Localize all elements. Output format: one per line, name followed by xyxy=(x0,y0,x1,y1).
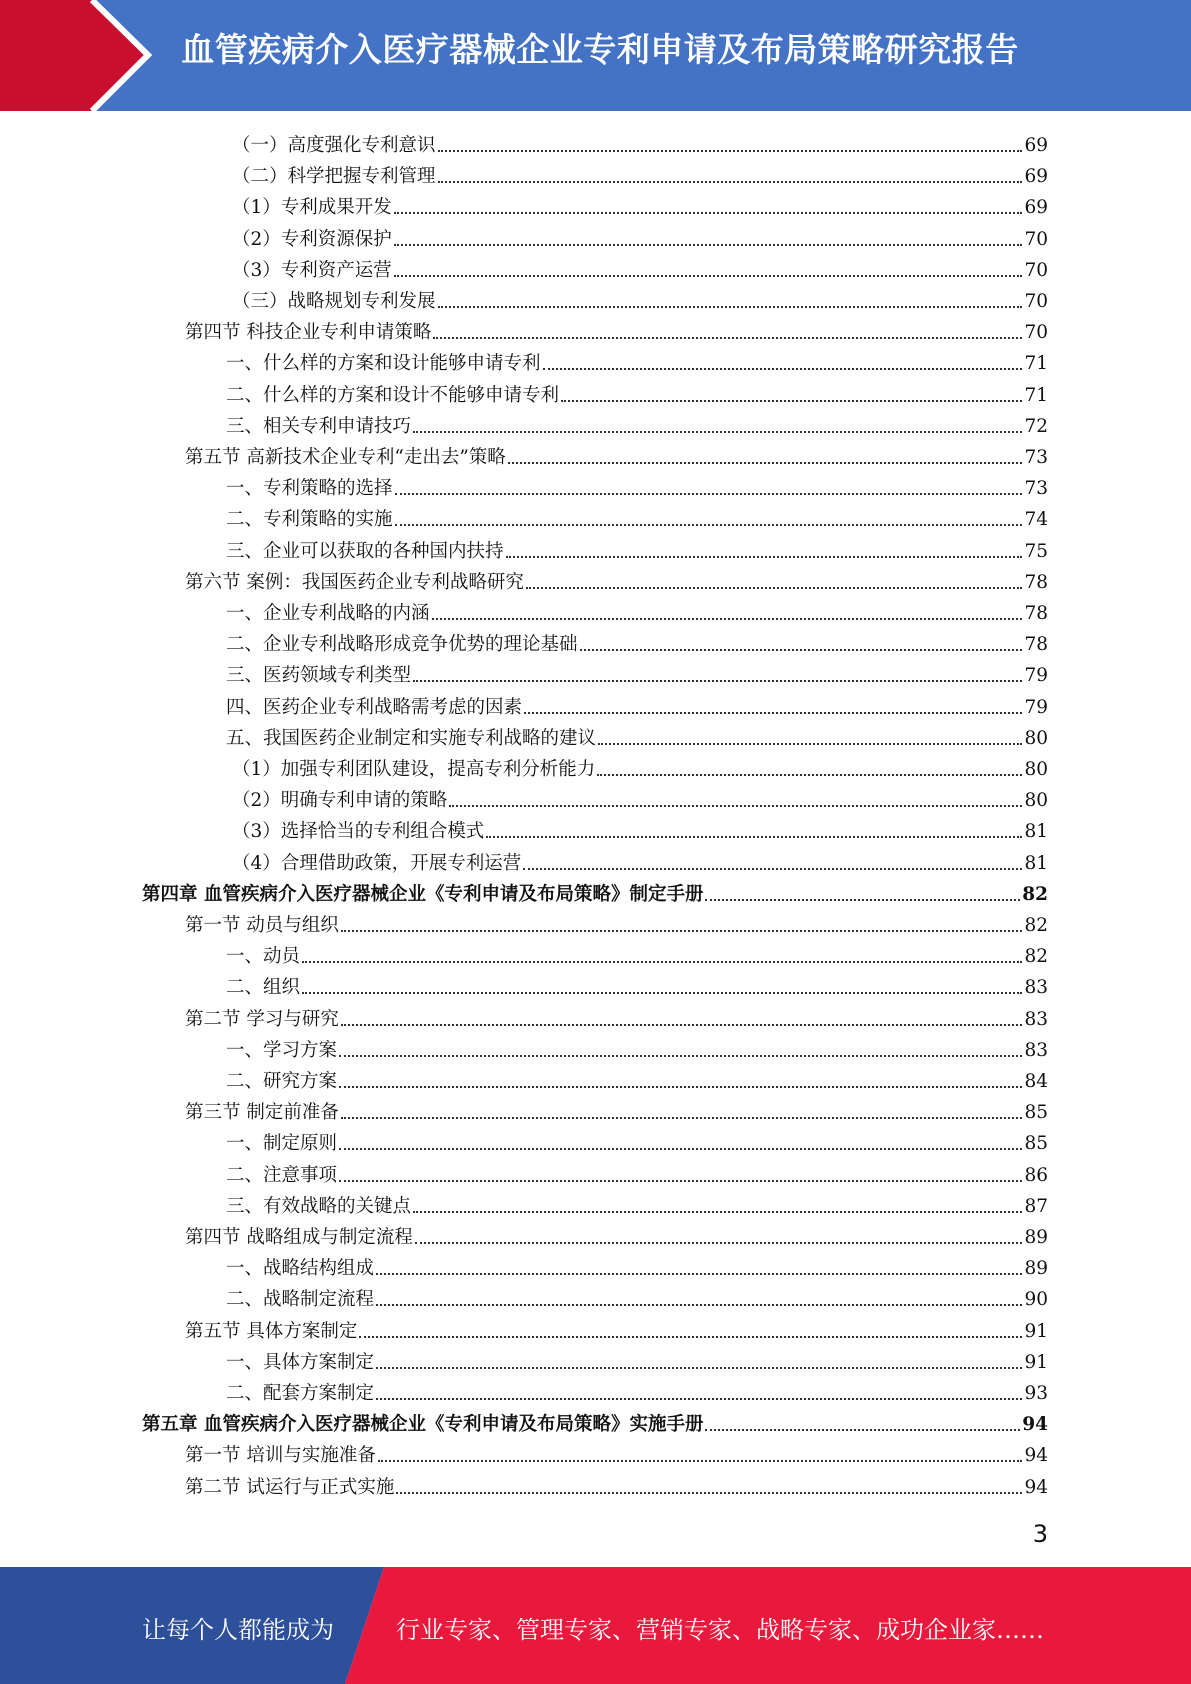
toc-dot-leader xyxy=(376,1367,1022,1369)
toc-dot-leader xyxy=(598,743,1022,745)
toc-dot-leader xyxy=(580,649,1023,651)
toc-entry-title: 二、组织 xyxy=(226,977,301,999)
toc-dot-leader xyxy=(302,961,1022,963)
toc-entry-page: 94 xyxy=(1024,1476,1048,1498)
toc-entry-title: （二）科学把握专利管理 xyxy=(232,166,436,188)
toc-section-entry[interactable] xyxy=(185,439,1048,470)
toc-dot-leader xyxy=(378,1460,1023,1462)
toc-dot-leader xyxy=(433,337,1022,339)
toc-entry-page: 89 xyxy=(1024,1227,1048,1248)
toc-entry-page: 69 xyxy=(1024,135,1048,156)
toc-entry-title: 二、什么样的方案和设计不能够申请专利 xyxy=(226,384,560,406)
toc-dot-leader xyxy=(339,1148,1022,1150)
toc-entry-title: 第一节 培训与实施准备 xyxy=(185,1445,376,1467)
toc-entry-page: 69 xyxy=(1024,197,1048,219)
toc-dot-leader xyxy=(523,868,1022,870)
toc-subsection-entry[interactable] xyxy=(232,782,1048,813)
toc-subsection-entry[interactable] xyxy=(226,1063,1048,1094)
toc-entry-page: 79 xyxy=(1024,665,1048,687)
toc-entry-title: 三、相关专利申请技巧 xyxy=(226,415,412,437)
toc-dot-leader xyxy=(341,930,1023,932)
toc-subsection-entry[interactable] xyxy=(232,127,1048,158)
toc-entry-title: 第一节 动员与组织 xyxy=(185,915,339,936)
toc-entry-page: 82 xyxy=(1024,946,1048,968)
toc-entry-page: 87 xyxy=(1024,1195,1048,1217)
toc-entry-title: （4）合理借助政策，开展专利运营 xyxy=(232,852,522,874)
toc-dot-leader xyxy=(339,1180,1022,1182)
toc-entry-title: 二、专利策略的实施 xyxy=(226,509,393,531)
toc-dot-leader xyxy=(438,150,1023,152)
toc-dot-leader xyxy=(413,431,1022,433)
toc-subsection-entry[interactable] xyxy=(232,751,1048,782)
toc-entry-page: 89 xyxy=(1024,1258,1048,1280)
toc-dot-leader xyxy=(341,1024,1023,1026)
toc-subsection-entry[interactable] xyxy=(232,158,1048,189)
toc-entry-page: 71 xyxy=(1024,384,1048,406)
toc-entry-page: 82 xyxy=(1024,915,1048,936)
document-title: 血管疾病介入医疗器械企业专利申请及布局策略研究报告 xyxy=(181,30,1019,69)
toc-dot-leader xyxy=(302,992,1022,994)
toc-subsection-entry[interactable] xyxy=(226,470,1048,501)
toc-subsection-entry[interactable] xyxy=(226,689,1048,720)
toc-section-entry[interactable] xyxy=(185,564,1048,595)
toc-entry-page: 78 xyxy=(1024,571,1048,593)
toc-dot-leader xyxy=(705,1429,1020,1431)
toc-entry-title: 三、企业可以获取的各种国内扶持 xyxy=(226,540,504,562)
toc-subsection-entry[interactable] xyxy=(232,252,1048,283)
toc-dot-leader xyxy=(394,244,1023,246)
toc-entry-title: 第五节 具体方案制定 xyxy=(185,1320,358,1342)
toc-subsection-entry[interactable] xyxy=(226,969,1048,1000)
toc-entry-page: 85 xyxy=(1024,1102,1048,1124)
toc-subsection-entry[interactable] xyxy=(226,377,1048,408)
toc-entry-title: （3）专利资产运营 xyxy=(232,259,392,281)
toc-entry-title: 第五章 血管疾病介入医疗器械企业《专利申请及布局策略》实施手册 xyxy=(142,1414,704,1436)
toc-entry-title: 第六节 案例：我国医药企业专利战略研究 xyxy=(185,571,524,593)
toc-dot-leader xyxy=(339,1055,1022,1057)
toc-entry-page: 73 xyxy=(1024,447,1048,468)
toc-entry-page: 70 xyxy=(1024,322,1048,344)
toc-entry-title: 四、医药企业专利战略需考虑的因素 xyxy=(226,696,523,718)
toc-entry-title: （1）专利成果开发 xyxy=(232,197,392,219)
toc-entry-title: （2）明确专利申请的策略 xyxy=(232,790,448,812)
toc-dot-leader xyxy=(526,587,1023,589)
toc-entry-title: 一、学习方案 xyxy=(226,1039,338,1061)
toc-subsection-entry[interactable] xyxy=(226,1344,1048,1375)
toc-section-entry[interactable] xyxy=(185,1469,1048,1500)
toc-dot-leader xyxy=(413,1211,1022,1213)
toc-entry-page: 85 xyxy=(1024,1133,1048,1155)
toc-entry-title: 二、注意事项 xyxy=(226,1164,338,1186)
toc-entry-page: 82 xyxy=(1022,883,1048,905)
toc-dot-leader xyxy=(376,1273,1022,1275)
toc-entry-title: 第四节 战略组成与制定流程 xyxy=(185,1227,413,1248)
toc-dot-leader xyxy=(543,368,1023,370)
toc-entry-title: 一、制定原则 xyxy=(226,1133,338,1155)
toc-section-entry[interactable] xyxy=(185,1001,1048,1032)
toc-section-entry[interactable] xyxy=(185,314,1048,345)
toc-entry-title: （三）战略规划专利发展 xyxy=(232,291,436,312)
toc-entry-page: 90 xyxy=(1024,1289,1048,1311)
toc-dot-leader xyxy=(449,805,1022,807)
toc-dot-leader xyxy=(506,556,1023,558)
toc-entry-page: 83 xyxy=(1024,1039,1048,1061)
toc-entry-page: 83 xyxy=(1024,1008,1048,1030)
toc-subsection-entry[interactable] xyxy=(226,1375,1048,1406)
toc-entry-title: （一）高度强化专利意识 xyxy=(232,135,436,156)
toc-entry-page: 80 xyxy=(1024,759,1048,780)
toc-entry-title: 一、具体方案制定 xyxy=(226,1351,375,1373)
toc-entry-title: 二、研究方案 xyxy=(226,1071,338,1092)
toc-dot-leader xyxy=(486,836,1022,838)
toc-chapter-entry[interactable] xyxy=(142,876,1048,907)
toc-entry-page: 72 xyxy=(1024,415,1048,437)
toc-entry-page: 94 xyxy=(1024,1445,1048,1467)
toc-entry-page: 83 xyxy=(1024,977,1048,999)
toc-entry-title: 一、战略结构组成 xyxy=(226,1258,375,1280)
toc-entry-title: 三、有效战略的关键点 xyxy=(226,1195,412,1217)
toc-entry-page: 70 xyxy=(1024,259,1048,281)
toc-entry-title: 第四章 血管疾病介入医疗器械企业《专利申请及布局策略》制定手册 xyxy=(142,883,704,905)
toc-subsection-entry[interactable] xyxy=(226,1032,1048,1063)
toc-section-entry[interactable] xyxy=(185,1437,1048,1468)
toc-entry-page: 69 xyxy=(1024,166,1048,188)
toc-dot-leader xyxy=(438,181,1023,183)
toc-dot-leader xyxy=(413,680,1022,682)
toc-entry-page: 91 xyxy=(1024,1320,1048,1342)
toc-dot-leader xyxy=(396,1492,1022,1494)
toc-dot-leader xyxy=(561,400,1022,402)
toc-dot-leader xyxy=(597,774,1022,776)
toc-entry-page: 74 xyxy=(1024,509,1048,531)
toc-entry-page: 80 xyxy=(1024,790,1048,812)
toc-dot-leader xyxy=(394,275,1023,277)
toc-entry-page: 71 xyxy=(1024,353,1048,375)
toc-entry-title: 一、什么样的方案和设计能够申请专利 xyxy=(226,353,541,375)
toc-entry-title: 一、企业专利战略的内涵 xyxy=(226,603,430,624)
toc-subsection-entry[interactable] xyxy=(232,283,1048,314)
toc-section-entry[interactable] xyxy=(185,1219,1048,1250)
toc-dot-leader xyxy=(432,618,1023,620)
toc-entry-title: 二、配套方案制定 xyxy=(226,1383,375,1404)
toc-dot-leader xyxy=(415,1242,1023,1244)
toc-subsection-entry[interactable] xyxy=(226,657,1048,688)
toc-subsection-entry[interactable] xyxy=(226,1281,1048,1312)
toc-entry-title: （2）专利资源保护 xyxy=(232,228,392,250)
toc-section-entry[interactable] xyxy=(185,1313,1048,1344)
toc-dot-leader xyxy=(395,524,1023,526)
toc-subsection-entry[interactable] xyxy=(226,1125,1048,1156)
toc-entry-page: 94 xyxy=(1022,1414,1048,1436)
toc-entry-page: 75 xyxy=(1024,540,1048,562)
toc-dot-leader xyxy=(395,493,1023,495)
toc-entry-page: 78 xyxy=(1024,634,1048,656)
toc-entry-page: 81 xyxy=(1024,852,1048,874)
toc-subsection-entry[interactable] xyxy=(226,1157,1048,1188)
toc-section-entry[interactable] xyxy=(185,1094,1048,1125)
toc-subsection-entry[interactable] xyxy=(226,533,1048,564)
toc-subsection-entry[interactable] xyxy=(226,345,1048,376)
toc-dot-leader xyxy=(524,712,1022,714)
toc-subsection-entry[interactable] xyxy=(226,720,1048,751)
toc-entry-page: 80 xyxy=(1024,727,1048,749)
toc-entry-title: 第二节 试运行与正式实施 xyxy=(185,1476,395,1498)
toc-entry-page: 91 xyxy=(1024,1351,1048,1373)
toc-entry-title: 三、医药领域专利类型 xyxy=(226,665,412,687)
toc-dot-leader xyxy=(359,1336,1022,1338)
toc-entry-page: 86 xyxy=(1024,1164,1048,1186)
toc-entry-title: 一、动员 xyxy=(226,946,301,968)
footer-slogan-left: 让每个人都能成为 xyxy=(142,1616,334,1644)
toc-subsection-entry[interactable] xyxy=(226,626,1048,657)
toc-dot-leader xyxy=(339,1086,1022,1088)
toc-dot-leader xyxy=(376,1398,1022,1400)
toc-dot-leader xyxy=(341,1117,1023,1119)
page-number: 3 xyxy=(1032,1520,1048,1548)
toc-entry-title: （1）加强专利团队建设，提高专利分析能力 xyxy=(232,759,596,780)
toc-subsection-entry[interactable] xyxy=(232,221,1048,252)
toc-entry-title: 五、我国医药企业制定和实施专利战略的建议 xyxy=(226,727,597,749)
toc-chapter-entry[interactable] xyxy=(142,1406,1048,1437)
footer-slogan-right: 行业专家、管理专家、营销专家、战略专家、成功企业家…… xyxy=(396,1616,1044,1644)
toc-entry-title: （3）选择恰当的专利组合模式 xyxy=(232,821,485,843)
toc-entry-page: 70 xyxy=(1024,291,1048,312)
toc-subsection-entry[interactable] xyxy=(226,1188,1048,1219)
toc-entry-page: 73 xyxy=(1024,478,1048,500)
toc-entry-page: 70 xyxy=(1024,228,1048,250)
toc-section-entry[interactable] xyxy=(185,907,1048,938)
toc-dot-leader xyxy=(508,462,1023,464)
toc-entry-page: 79 xyxy=(1024,696,1048,718)
toc-entry-title: 二、战略制定流程 xyxy=(226,1289,375,1311)
toc-subsection-entry[interactable] xyxy=(232,189,1048,220)
toc-dot-leader xyxy=(394,212,1023,214)
toc-entry-title: 第三节 制定前准备 xyxy=(185,1102,339,1124)
toc-subsection-entry[interactable] xyxy=(226,501,1048,532)
toc-entry-title: 第四节 科技企业专利申请策略 xyxy=(185,322,432,344)
toc-dot-leader xyxy=(705,899,1020,901)
toc-entry-title: 第五节 高新技术企业专利“走出去”策略 xyxy=(185,447,506,468)
toc-subsection-entry[interactable] xyxy=(226,1250,1048,1281)
toc-dot-leader xyxy=(438,306,1023,308)
toc-entry-title: 第二节 学习与研究 xyxy=(185,1008,339,1030)
toc-subsection-entry[interactable] xyxy=(226,938,1048,969)
page-footer xyxy=(0,1567,1191,1684)
toc-subsection-entry[interactable] xyxy=(226,408,1048,439)
toc-entry-page: 78 xyxy=(1024,603,1048,624)
toc-entry-page: 81 xyxy=(1024,821,1048,843)
toc-subsection-entry[interactable] xyxy=(232,813,1048,844)
toc-entry-page: 84 xyxy=(1024,1071,1048,1092)
toc-subsection-entry[interactable] xyxy=(232,845,1048,876)
toc-entry-page: 93 xyxy=(1024,1383,1048,1404)
toc-subsection-entry[interactable] xyxy=(226,595,1048,626)
toc-entry-title: 二、企业专利战略形成竞争优势的理论基础 xyxy=(226,634,578,656)
toc-entry-title: 一、专利策略的选择 xyxy=(226,478,393,500)
toc-dot-leader xyxy=(376,1304,1022,1306)
page-header xyxy=(0,0,1191,111)
